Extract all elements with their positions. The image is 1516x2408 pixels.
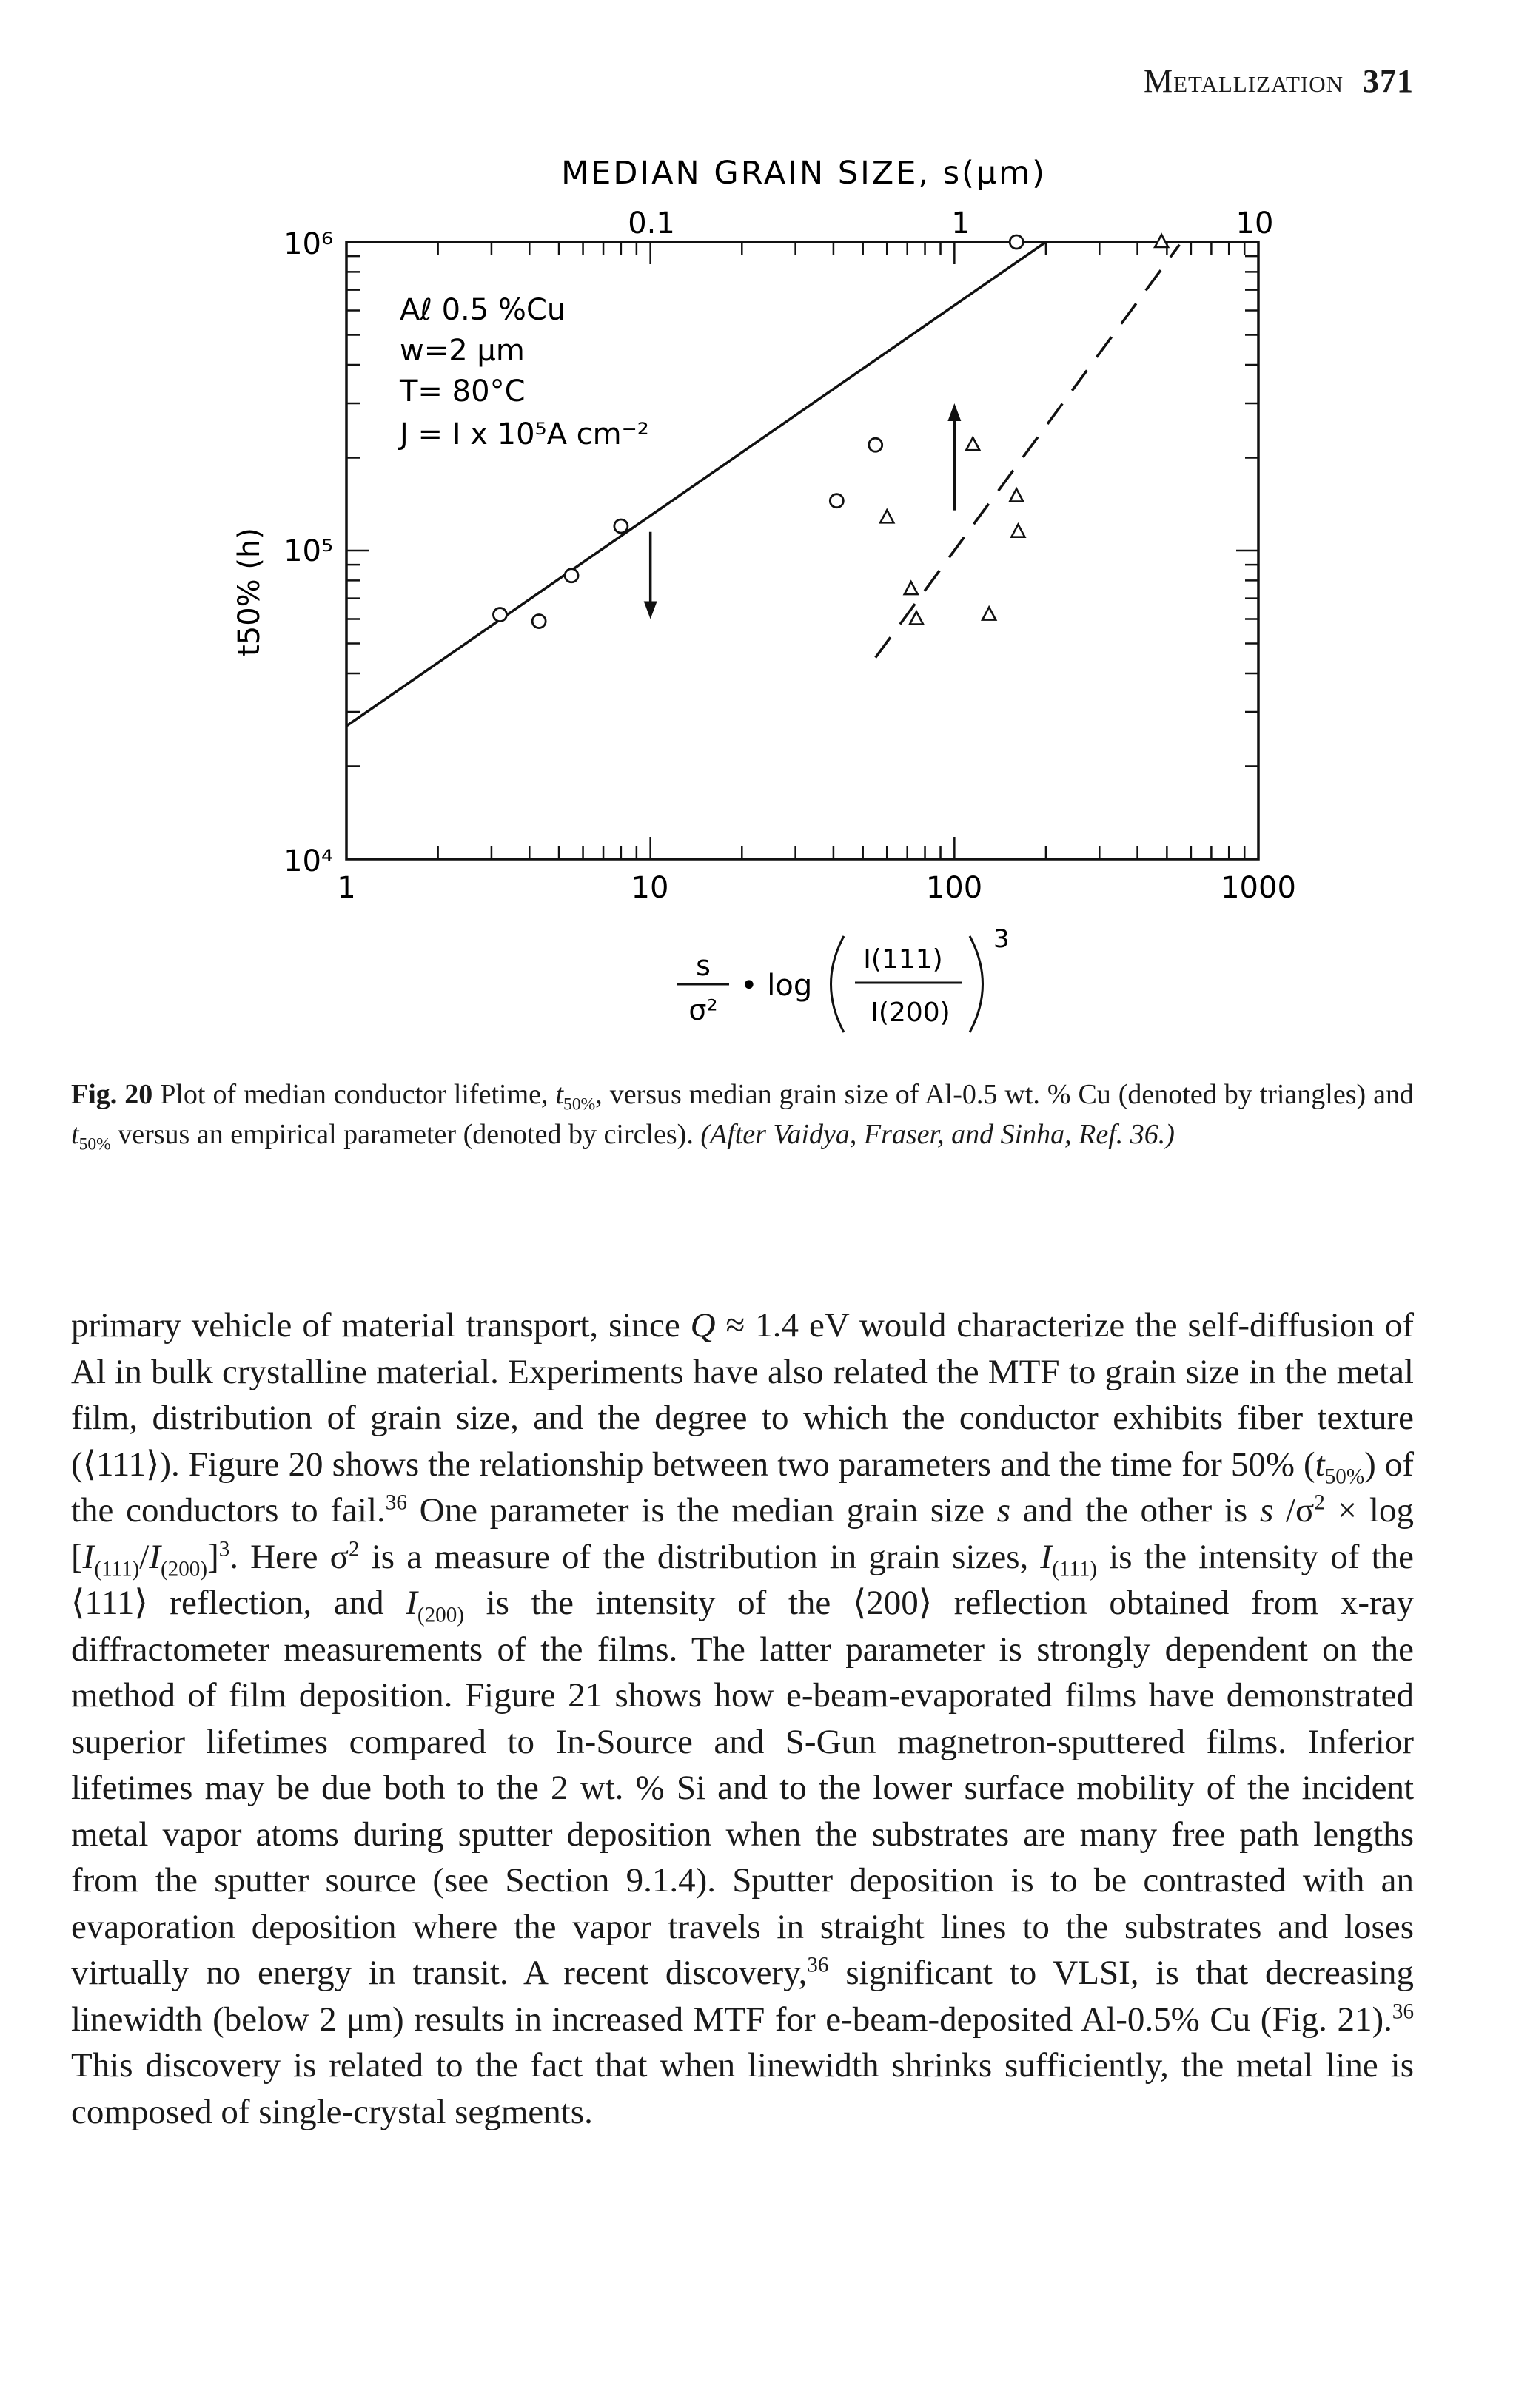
circle-point <box>869 438 882 451</box>
formula-denominator: I(200) <box>871 998 950 1028</box>
triangle-point <box>1010 489 1023 502</box>
caption-text: versus an empirical parameter (denoted by circles). <box>110 1119 701 1150</box>
x-axis-formula <box>677 924 1010 1032</box>
caption-subscript: 50% <box>78 1134 111 1154</box>
caption-text: Plot of median conductor lifetime, <box>160 1079 556 1110</box>
legend-line: J = I x 10⁵A cm⁻² <box>400 417 649 451</box>
legend-line: T= 80°C <box>400 374 526 408</box>
circle-point <box>614 519 628 533</box>
bottom-tick-label: 10 <box>631 871 669 905</box>
caption-source: (After Vaidya, Fraser, and Sinha, Ref. 36.) <box>700 1119 1175 1150</box>
y-tick-label: 10⁶ <box>284 227 333 261</box>
top-tick-label: 1 <box>951 206 970 241</box>
paragraph: primary vehicle of material transport, since Q ≈ 1.4 eV would characterize the self-diffusion of Al in bulk crystalline material. Experiments have also related the MTF to grain size in the metal film, distribution of grain size, and the degree to which the conductor exhibits fiber texture (⟨111⟩). Figure 20 shows the relationship between two parameters and the time for 50% $(t_{50\%})$ of the conductors to fail.$^{36}$ One parameter is the median grain size s and the other is s $/\sigma^2 \times \log [I_{(111)}/I_{(200)}]^3$. Here $\sigma^2$ is a measure of the distribution in grain sizes, $I_{(111)}$ is the intensity of the ⟨111⟩ reflection, and $I_{(200)}$ is the intensity of the ⟨200⟩ reflection obtained from x-ray diffractometer measurements of the films. The latter parameter is strongly dependent on the method of film deposition. Figure 21 shows how e-beam-evaporated films have demonstrated superior lifetimes compared to In-Source and S-Gun magnetron-sputtered films. Inferior lifetimes may be due both to the 2 wt. % Si and to the lower surface mobility of the incident metal vapor atoms during sputter deposition when the substrates are many free path lengths from the sputter source (see Section 9.1.4). Sputter deposition is to be contrasted with an evaporation deposition where the vapor travels in straight lines to the substrates and loses virtually no energy in transit. A recent discovery,$^{36}$ significant to VLSI, is that decreasing linewidth (below 2 μm) results in increased MTF for e-beam-deposited Al-0.5% Cu (Fig. 21).$^{36}$ This discovery is related to the fact that when linewidth shrinks sufficiently, the metal line is composed of single-crystal segments. <box>71 1306 1414 2131</box>
y-tick-label: 10⁵ <box>284 534 333 568</box>
formula-exponent: 3 <box>993 924 1010 954</box>
triangle-point <box>1011 525 1024 537</box>
y-tick-label: 10⁴ <box>284 844 333 878</box>
body-paragraph <box>71 1302 1414 2135</box>
formula-numerator: I(111) <box>863 944 943 975</box>
bottom-tick-label: 1000 <box>1221 871 1296 905</box>
bottom-tick-label: 100 <box>925 871 983 905</box>
dashed-fit-line <box>876 245 1180 658</box>
legend-line: w=2 μm <box>400 334 525 368</box>
y-axis-title: t50% (h) <box>232 528 266 656</box>
formula-right-paren <box>970 936 983 1032</box>
caption-text: , versus median grain size of Al-0.5 wt. % Cu (denoted by triangles) and <box>595 1079 1415 1110</box>
top-tick-label: 0.1 <box>628 206 675 241</box>
circle-point <box>532 615 546 628</box>
circle-point <box>565 569 578 582</box>
top-tick-label: 10 <box>1235 206 1274 241</box>
running-title: Metallization <box>1143 63 1344 99</box>
formula-left-paren <box>831 936 845 1032</box>
legend-line: Aℓ 0.5 %Cu <box>400 293 566 327</box>
triangle-point <box>966 437 979 450</box>
formula-s: s <box>696 949 711 982</box>
figure-caption: Fig. 20 Plot of median conductor lifetime, $t_{50\%}$, versus median grain size of Al-0.5 wt. % Cu (denoted by triangles) and $t_{50\%}$ versus an empirical parameter (denoted by circles). (After Vaidya, Fraser, and Sinha, Ref. 36.) <box>71 1079 1415 1154</box>
triangle-point <box>905 582 918 594</box>
citation: 36 <box>1392 1999 1414 2023</box>
arrow-up-head <box>948 403 961 421</box>
circle-point <box>830 494 843 508</box>
circle-point <box>1010 235 1023 249</box>
triangle-point <box>982 608 996 620</box>
chart-svg <box>0 0 1516 1051</box>
caption-label: Fig. 20 <box>71 1079 153 1110</box>
triangle-point <box>880 510 893 522</box>
figure-20 <box>0 0 1516 1051</box>
arrow-down-head <box>644 602 657 619</box>
conditions-legend <box>398 293 649 451</box>
citation: 36 <box>385 1490 407 1515</box>
top-axis-title: MEDIAN GRAIN SIZE, s(μm) <box>561 155 1047 192</box>
formula-dot-log: • log <box>740 969 813 1003</box>
bottom-tick-label: 1 <box>337 871 356 905</box>
citation: 36 <box>807 1953 829 1977</box>
triangle-point <box>910 612 923 625</box>
formula-sigma: σ² <box>688 994 718 1026</box>
page-number: 371 <box>1363 63 1414 99</box>
circle-point <box>493 608 506 622</box>
caption-subscript: 50% <box>563 1094 596 1114</box>
